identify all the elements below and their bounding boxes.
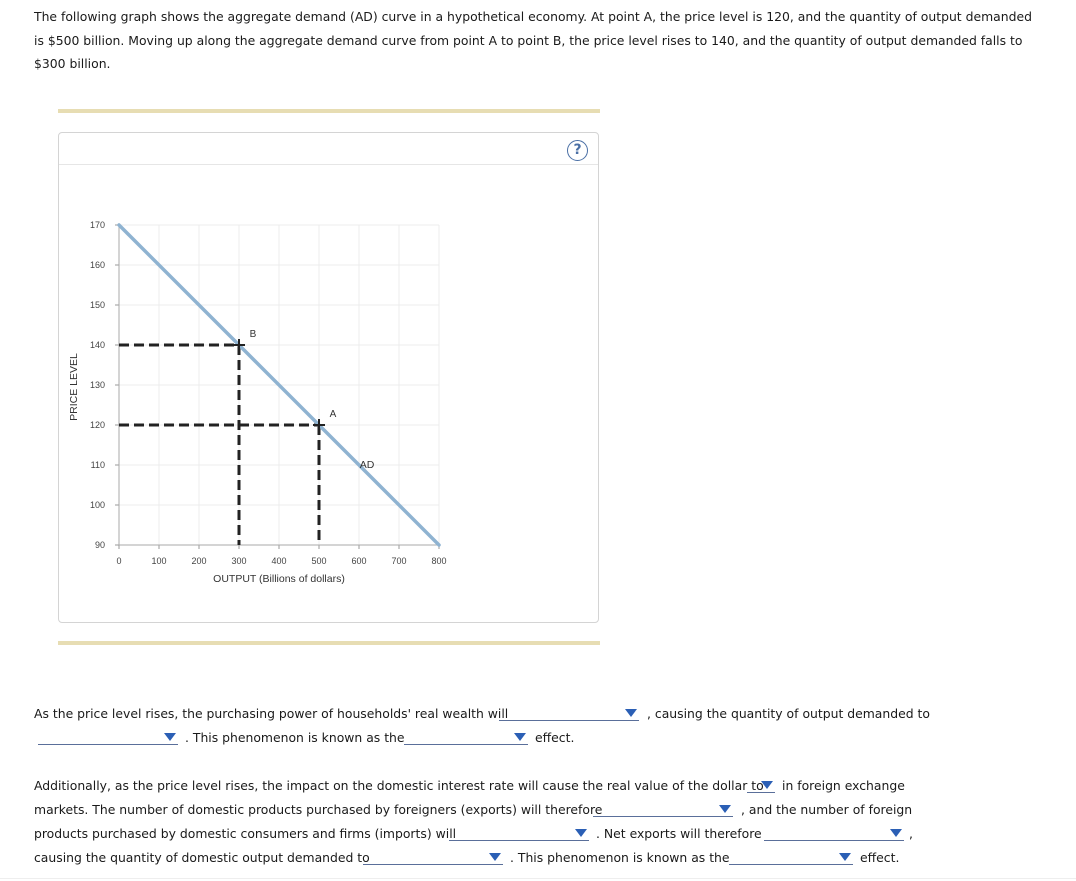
x-tick-label: 0 [116, 556, 122, 566]
q2-text-2: in foreign exchange [782, 778, 905, 793]
page-bottom-rule [0, 878, 1076, 879]
q2-text-8: causing the quantity of domestic output demanded to [34, 850, 370, 865]
chevron-down-icon [890, 829, 902, 837]
y-tick-label: 130 [89, 380, 105, 390]
point-label-a: A [329, 409, 337, 420]
chevron-down-icon [575, 829, 587, 837]
help-button[interactable]: ? [567, 140, 588, 161]
q1-text-1: As the price level rises, the purchasing power of households' real wealth will [34, 706, 509, 721]
q1-text-4: effect. [535, 730, 575, 745]
y-tick-label: 100 [89, 500, 105, 510]
y-tick-label: 120 [89, 420, 105, 430]
q2-dollar-dropdown[interactable] [747, 778, 775, 793]
q2-exports-dropdown[interactable] [593, 802, 733, 817]
chevron-down-icon [625, 709, 637, 717]
q2-text-3: markets. The number of domestic products purchased by foreigners (exports) will therefore [34, 802, 603, 817]
x-tick-label: 200 [191, 556, 207, 566]
y-tick-label: 90 [94, 540, 105, 550]
curve-label-ad: AD [359, 459, 375, 471]
y-tick-label: 110 [90, 460, 105, 470]
q2-text-1: Additionally, as the price level rises, the impact on the domestic interest rate will cause the real value of the dollar to [34, 778, 764, 793]
chevron-down-icon [761, 781, 773, 789]
x-tick-label: 100 [151, 556, 167, 566]
q2-text-5: products purchased by domestic consumers and firms (imports) will [34, 826, 457, 841]
q2-text-6: . Net exports will therefore [596, 826, 762, 841]
chevron-down-icon [164, 733, 176, 741]
x-axis-title: OUTPUT (Billions of dollars) [213, 573, 345, 585]
q2-text-10: effect. [860, 850, 900, 865]
y-tick-label: 170 [89, 220, 105, 230]
q2-text-7: , [909, 826, 913, 841]
y-tick-label: 160 [89, 260, 105, 270]
x-tick-label: 500 [311, 556, 327, 566]
q2-text-9: . This phenomenon is known as the [510, 850, 730, 865]
y-tick-label: 150 [89, 300, 105, 310]
q1-text-2: , causing the quantity of output demanded to [647, 706, 930, 721]
x-tick-label: 300 [231, 556, 247, 566]
x-tick-label: 400 [271, 556, 287, 566]
chevron-down-icon [489, 853, 501, 861]
intro-paragraph: The following graph shows the aggregate demand (AD) curve in a hypothetical economy. At point A, the price level is 120, and the quantity of output demanded is $500 billion. Moving up along the aggregate demand curve from point A to point B, the price level rises to 140, and the quantity of output demanded falls to $300 billion. [34, 9, 1032, 71]
bottom-divider [58, 641, 600, 645]
q2-imports-dropdown[interactable] [449, 826, 589, 841]
x-tick-label: 700 [391, 556, 407, 566]
q1-text-3: . This phenomenon is known as the [185, 730, 405, 745]
q1-quantity-dropdown[interactable] [38, 730, 178, 745]
q2-effect-dropdown[interactable] [729, 850, 853, 865]
chevron-down-icon [839, 853, 851, 861]
y-tick-label: 140 [89, 340, 105, 350]
chevron-down-icon [719, 805, 731, 813]
y-axis-title: PRICE LEVEL [68, 353, 80, 421]
q2-text-4: , and the number of foreign [741, 802, 913, 817]
q2-quantity-dropdown[interactable] [363, 850, 503, 865]
q2-netexports-dropdown[interactable] [764, 826, 904, 841]
x-tick-label: 600 [351, 556, 367, 566]
q1-wealth-dropdown[interactable] [499, 706, 639, 721]
q1-effect-dropdown[interactable] [404, 730, 528, 745]
point-label-b: B [249, 329, 257, 340]
chevron-down-icon [514, 733, 526, 741]
x-tick-label: 800 [431, 556, 447, 566]
